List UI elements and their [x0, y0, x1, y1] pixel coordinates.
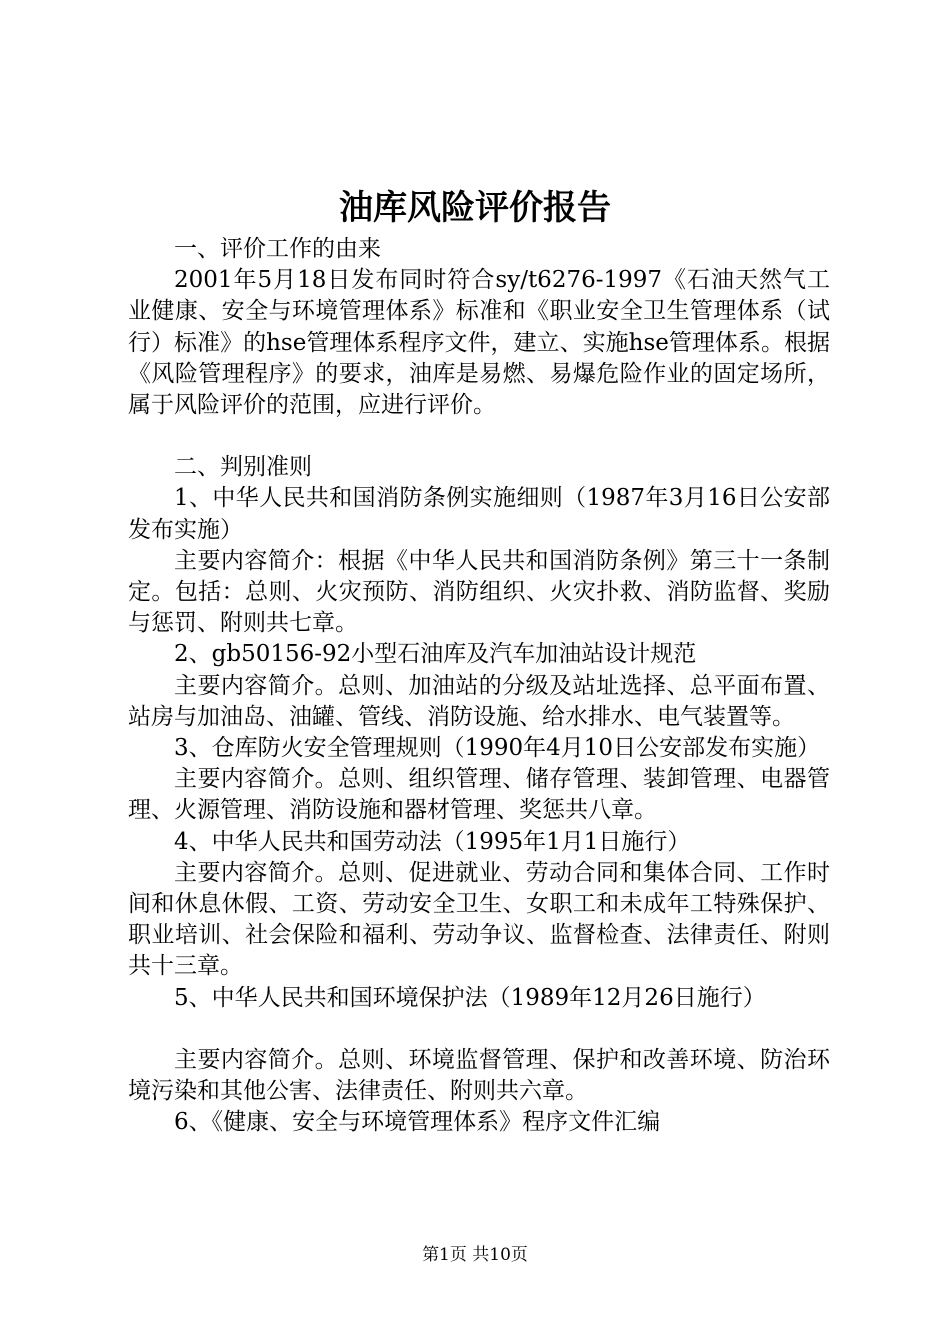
document-title: 油库风险评价报告 [339, 188, 611, 228]
blank-line [128, 421, 830, 452]
section-heading-origin: 一、评价工作的由来 [174, 236, 381, 262]
criteria-item-2: 2、gb50156-92小型石油库及汽车加油站设计规范 [174, 641, 697, 668]
blank-line [128, 1014, 830, 1045]
criteria-item-3: 3、仓库防火安全管理规则（1990年4月10日公安部发布实施） [174, 735, 821, 762]
criteria-item-2-summary: 主要内容简介。总则、加油站的分级及站址选择、总平面布置、站房与加油岛、油罐、管线、消防设施、给水排水、电气装置等。 [128, 672, 830, 730]
criteria-item-4: 4、中华人民共和国劳动法（1995年1月1日施行） [174, 828, 691, 855]
criteria-item-4-summary: 主要内容简介。总则、促进就业、劳动合同和集体合同、工作时间和休息休假、工资、劳动安全卫生、女职工和未成年工特殊保护、职业培训、社会保险和福利、劳动争议、监督检查、法律责任、附则共十三章。 [128, 859, 830, 980]
paragraph-origin-text: 2001年5月18日发布同时符合sy/t6276-1997《石油天然气工业健康、安全与环境管理体系》标准和《职业安全卫生管理体系（试行）标准》的hse管理体系程序文件，建立、实施hse管理体系。根据《风险管理程序》的要求，油库是易燃、易爆危险作业的固定场所，属于风险评价的范围，应进行评价。 [128, 267, 830, 419]
criteria-item-5: 5、中华人民共和国环境保护法（1989年12月26日施行） [174, 984, 766, 1011]
criteria-item-5-summary: 主要内容简介。总则、环境监督管理、保护和改善环境、防治环境污染和其他公害、法律责任、附则共六章。 [128, 1046, 830, 1105]
page-footer: 第1页 共10页 [422, 1245, 528, 1265]
criteria-item-1-summary: 主要内容简介：根据《中华人民共和国消防条例》第三十一条制定。包括：总则、火灾预防、消防组织、火灾扑救、消防监督、奖励与惩罚、附则共七章。 [128, 547, 830, 637]
criteria-item-6: 6、《健康、安全与环境管理体系》程序文件汇编 [174, 1109, 661, 1136]
section-heading-criteria: 二、判别准则 [174, 454, 312, 481]
document-body [128, 234, 830, 1138]
criteria-item-3-summary: 主要内容简介。总则、组织管理、储存管理、装卸管理、电器管理、火源管理、消防设施和器材管理、奖惩共八章。 [128, 766, 830, 824]
criteria-item-1: 1、中华人民共和国消防条例实施细则（1987年3月16日公安部发布实施） [128, 485, 830, 543]
